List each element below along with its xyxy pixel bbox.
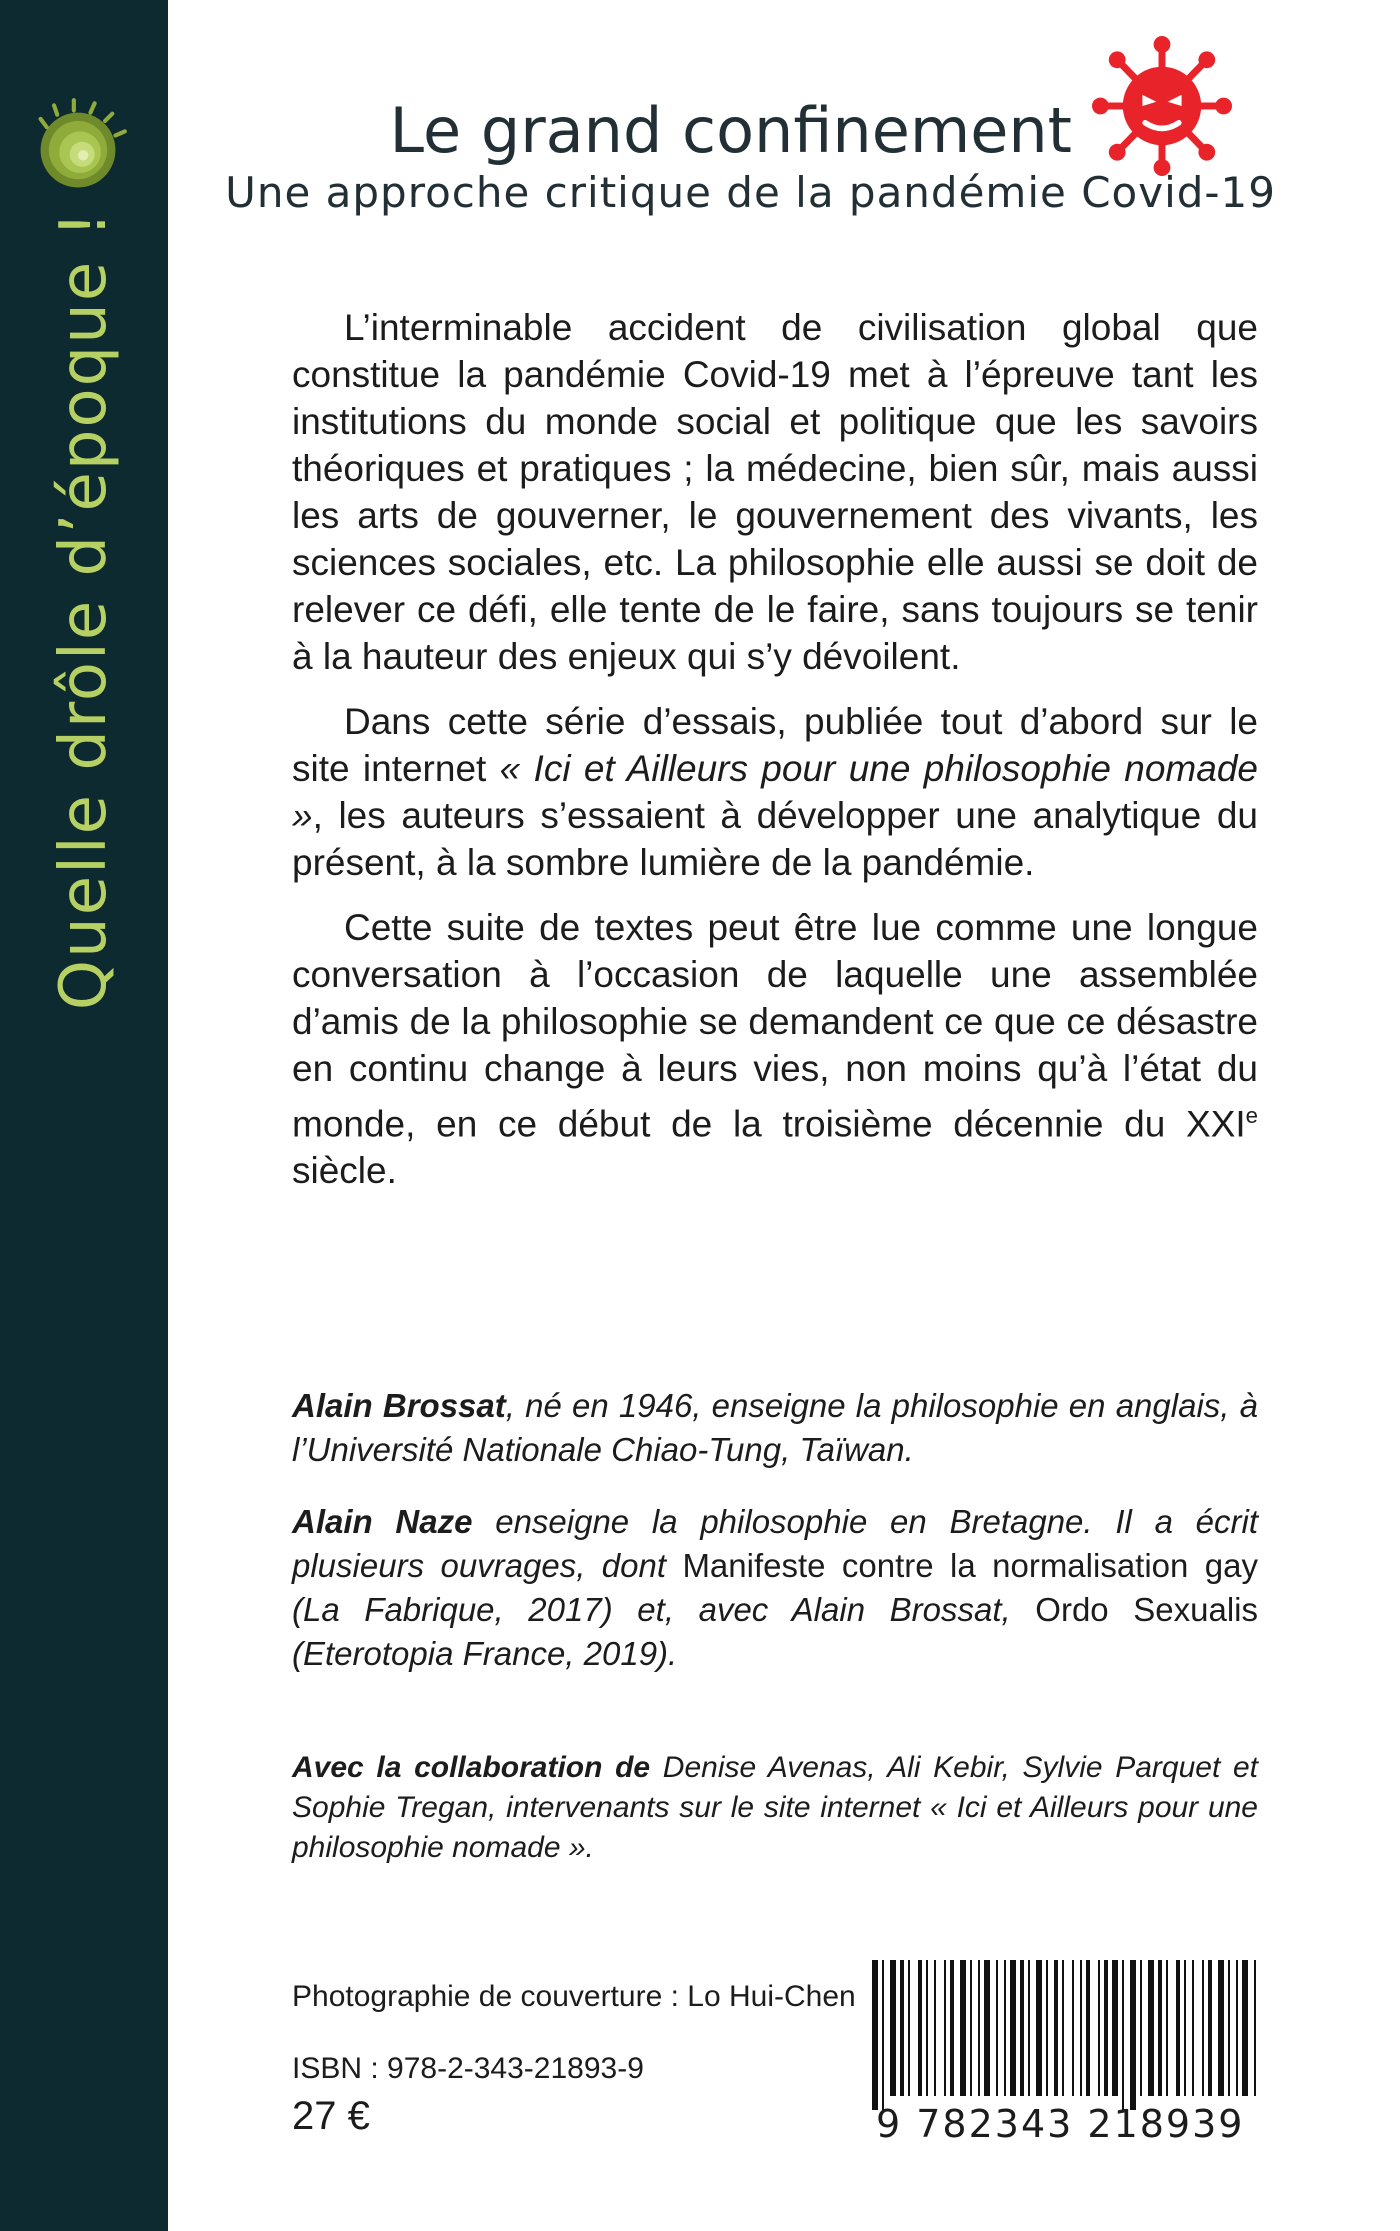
blurb-p3-end: siècle. — [292, 1150, 397, 1192]
isbn: ISBN : 978-2-343-21893-9 — [292, 2052, 644, 2085]
author-bios — [292, 1384, 1258, 1704]
collaboration-note — [292, 1748, 1258, 1868]
blurb — [292, 304, 1258, 1212]
book-title: Le grand confinement — [389, 94, 1072, 167]
author-name-1: Alain Brossat — [292, 1387, 506, 1424]
site-name: « Ici et Ailleurs pour une philosophie nomade » — [292, 748, 1258, 836]
photo-credit: Photographie de couverture : Lo Hui-Chen — [292, 1980, 856, 2013]
spiral-logo-icon — [26, 96, 130, 200]
publisher-1: (La Fabrique, 2017) et, avec Alain Brossat, — [292, 1591, 1036, 1628]
author-bio-1 — [292, 1384, 1258, 1472]
author-name-2: Alain Naze — [292, 1503, 473, 1540]
author-bio-1-text: , né en 1946, enseigne la philosophie en anglais, à l’Université Nationale Chiao-Tung, Taïwan. — [292, 1387, 1258, 1468]
book-title-2: Ordo Sexualis — [1035, 1591, 1258, 1628]
virus-icon — [1092, 36, 1232, 176]
blurb-paragraph-1: L’interminable accident de civilisation global que constitue la pandémie Covid-19 met à l’épreuve tant les institutions du monde social et politique que les savoirs théoriques et pratiques ; la médecine, bien sûr, mais aussi les arts de gouverner, le gouvernement des vivants, les sciences sociales, etc. La philosophie elle aussi se doit de relever ce défi, elle tente de le faire, sans toujours se tenir à la hauteur des enjeux qui s’y dévoilent. — [292, 307, 1258, 677]
blurb-p3-start: Cette suite de textes peut être lue comme une longue conversation à l’occasion de laquelle une assemblée d’amis de la philosophie se demandent ce que ce désastre en continu change à leurs vies, non moins qu’à l’état du monde, en ce début de la troisième décennie du XXI — [292, 907, 1258, 1145]
blurb-p2-start: Dans cette série d’essais, publiée tout d’abord sur le site internet — [292, 701, 1258, 789]
series-title: Quelle drôle d’époque ! — [47, 209, 121, 1011]
barcode-digits: 9 782343 218939 — [876, 2102, 1245, 2146]
publisher-2: (Eterotopia France, 2019). — [292, 1635, 678, 1672]
spine-band — [0, 0, 168, 2231]
century-superscript: e — [1245, 1103, 1258, 1128]
blurb-paragraph-3 — [292, 904, 1258, 1194]
author-bio-2 — [292, 1500, 1258, 1676]
collaboration-text: Denise Avenas, Ali Kebir, Sylvie Parquet et Sophie Tregan, intervenants sur le site internet « Ici et Ailleurs pour une philosophie nomade ». — [292, 1751, 1259, 1864]
author-bio-2-text: enseigne la philosophie en Bretagne. Il a écrit plusieurs ouvrages, dont — [292, 1503, 1259, 1584]
blurb-paragraph-2 — [292, 698, 1258, 886]
price: 27 € — [292, 2094, 370, 2138]
blurb-p2-end: , les auteurs s’essaient à développer une analytique du présent, à la sombre lumière de la pandémie. — [292, 795, 1258, 883]
collaboration-label: Avec la collaboration de — [292, 1751, 651, 1784]
book-title-1: Manifeste contre la normalisation gay — [682, 1547, 1258, 1584]
book-subtitle: Une approche critique de la pandémie Covid-19 — [225, 168, 1276, 217]
